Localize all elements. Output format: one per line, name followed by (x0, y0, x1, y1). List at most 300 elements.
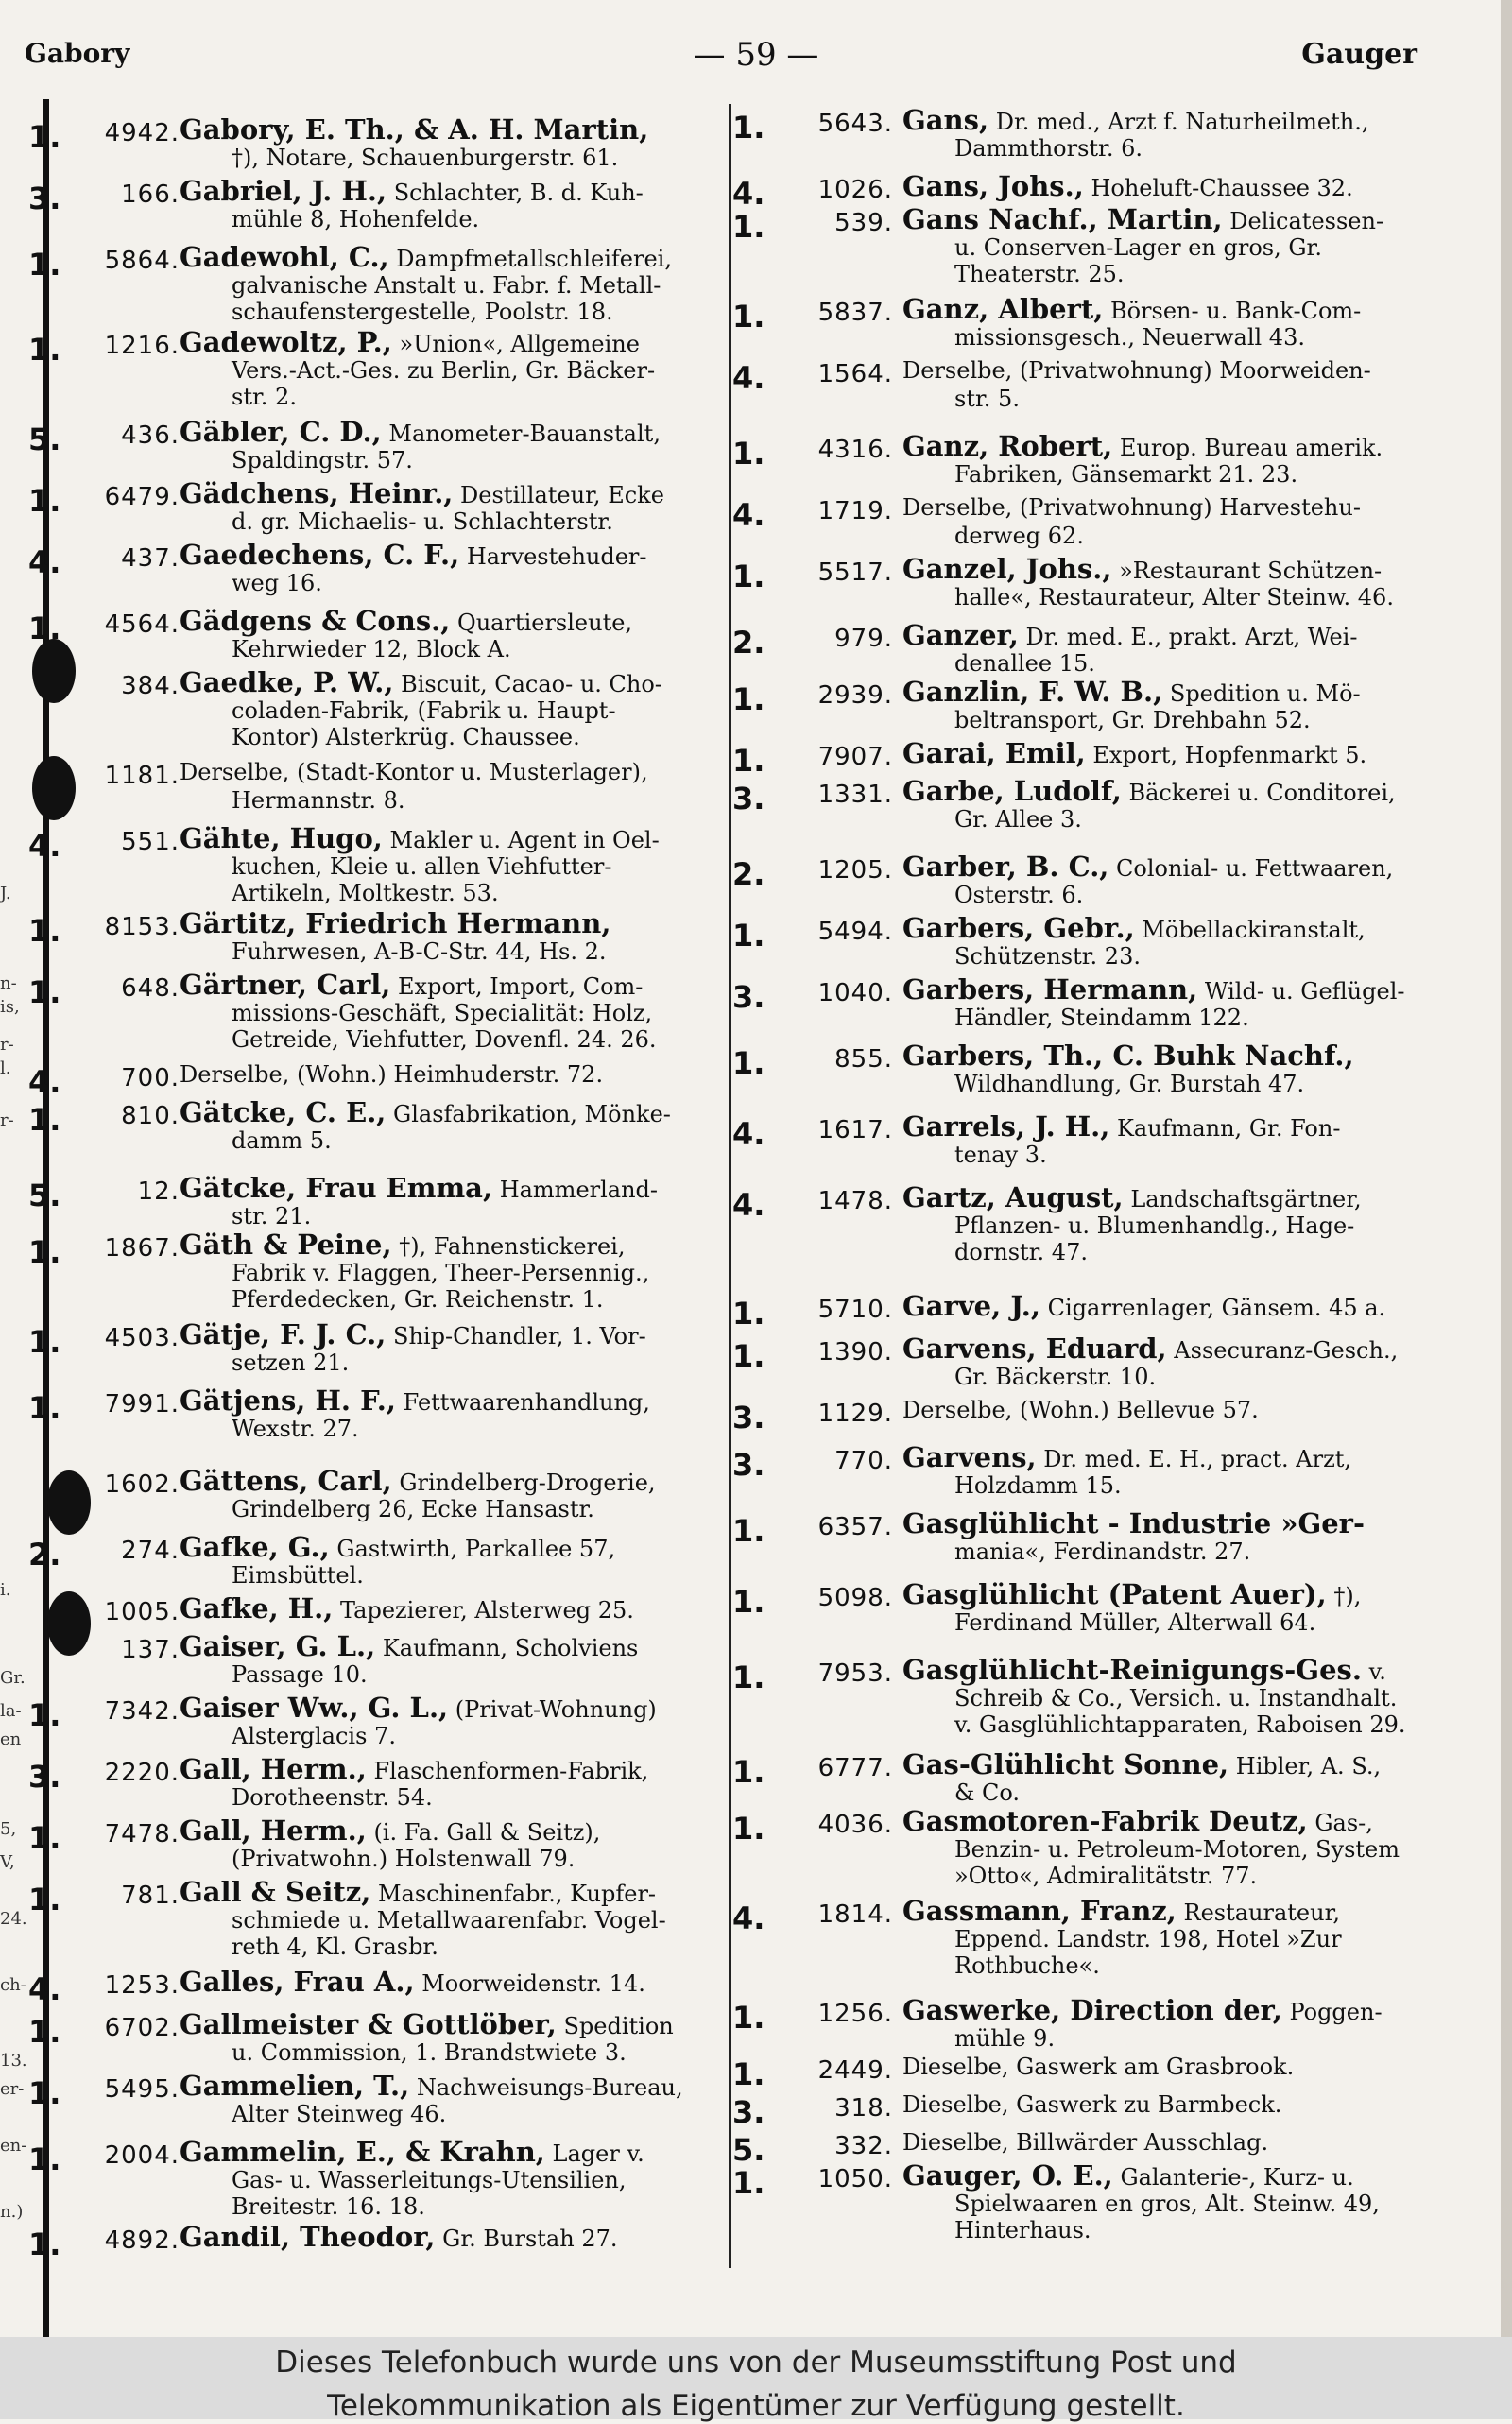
exchange-number: 1. (28, 2141, 61, 2177)
subscriber-name: Garbe, Ludolf, (902, 775, 1122, 807)
subscriber-details: Makler u. Agent in Oel- (389, 827, 660, 853)
entry-continuation-line: Alsterglacis 7. (232, 1723, 396, 1749)
phone-number: 1216. (104, 332, 180, 360)
subscriber-name: Gätcke, Frau Emma, (180, 1172, 493, 1204)
exchange-number: 1. (28, 483, 61, 519)
subscriber-details: †), Fahnenstickerei, (399, 1233, 626, 1260)
phone-number: 6357. (817, 1513, 893, 1541)
phone-number: 8153. (104, 913, 180, 941)
phone-number: 1390. (817, 1338, 893, 1367)
entry-first-line (180, 1878, 656, 1908)
phone-number: 5864. (104, 247, 180, 275)
entry-continuation-line: Grindelberg 26, Ecke Hansastr. (232, 1496, 594, 1522)
phone-number: 810. (121, 1102, 180, 1130)
directory-entry (28, 1172, 723, 1229)
entry-continuation-line: Wildhandlung, Gr. Burstah 47. (954, 1071, 1305, 1097)
subscriber-name: Galles, Frau A., (180, 1966, 415, 1998)
entry-first-line (902, 106, 1369, 136)
entry-first-line (180, 2010, 674, 2040)
subscriber-name: Garrels, J. H., (902, 1110, 1110, 1143)
entry-first-line (180, 328, 640, 358)
subscriber-name: Gabory, E. Th., & A. H. Martin, (180, 113, 649, 146)
phone-number: 551. (121, 828, 180, 856)
subscriber-name: Garbers, Th., C. Buhk Nachf., (902, 1040, 1354, 1072)
entry-first-line (180, 2138, 644, 2168)
subscriber-name: Gaiser Ww., G. L., (180, 1692, 449, 1724)
phone-number: 770. (834, 1447, 893, 1475)
subscriber-name: Garai, Emil, (902, 737, 1086, 769)
directory-entry (28, 756, 723, 813)
exchange-number: 1. (28, 1324, 61, 1360)
subscriber-name: Gähte, Hugo, (180, 822, 383, 854)
margin-fragment: en (0, 1729, 22, 1749)
subscriber-details: »Restaurant Schützen- (1119, 558, 1383, 584)
entry-first-line (180, 1816, 600, 1847)
phone-number: 1205. (817, 856, 893, 885)
subscriber-name: Ganzlin, F. W. B., (902, 676, 1163, 708)
subscriber-name: Garvens, Eduard, (902, 1332, 1167, 1365)
entry-continuation-line: damm 5. (232, 1127, 332, 1154)
phone-number: 5098. (817, 1584, 893, 1612)
phone-number: 274. (121, 1537, 180, 1565)
entry-continuation-line: Gas- u. Wasserleitungs-Utensilien, (232, 2167, 627, 2193)
exchange-number: 5. (28, 421, 61, 457)
subscriber-details: Dieselbe, Gaswerk am Grasbrook. (902, 2054, 1295, 2080)
subscriber-name: Ganzel, Johs., (902, 553, 1112, 585)
subscriber-details: Derselbe, (Privatwohnung) Harvestehu- (902, 494, 1361, 521)
subscriber-name: Garvens, (902, 1441, 1037, 1473)
entry-first-line (180, 824, 660, 854)
subscriber-details: Grindelberg-Drogerie, (399, 1470, 656, 1496)
entry-first-line (902, 678, 1361, 708)
exchange-number: 1. (28, 1882, 61, 1917)
entry-continuation-line: denallee 15. (954, 650, 1095, 677)
subscriber-name: Gaswerke, Direction der, (902, 1994, 1282, 2026)
entry-continuation-line: Breitestr. 16. 18. (232, 2193, 425, 2220)
subscriber-details: Dr. med., Arzt f. Naturheilmeth., (995, 109, 1369, 135)
directory-entry (28, 1465, 723, 1521)
subscriber-name: Gafke, G., (180, 1531, 330, 1563)
directory-entry (28, 907, 723, 964)
exchange-number: 1. (732, 1296, 765, 1332)
page-number: — 59 — (693, 36, 819, 74)
directory-entry (732, 1040, 1498, 1096)
subscriber-name: Gadewoltz, P., (180, 326, 392, 358)
exchange-number: 1. (28, 974, 61, 1010)
subscriber-details: Kaufmann, Gr. Fon- (1117, 1115, 1341, 1142)
exchange-number: 4. (28, 544, 61, 580)
entry-continuation-line: Fabrik v. Flaggen, Theer-Persennig., (232, 1260, 650, 1286)
phone-number: 5495. (104, 2075, 180, 2104)
phone-number: 6702. (104, 2014, 180, 2042)
exchange-number: 4. (28, 1064, 61, 1100)
subscriber-details: Biscuit, Cacao- u. Cho- (401, 671, 662, 697)
subscriber-details: Gr. Burstah 27. (442, 2226, 618, 2252)
margin-fragment: ch- (0, 1975, 26, 1995)
directory-entry (732, 1895, 1498, 1979)
exchange-number: 3. (732, 1447, 765, 1483)
directory-entry (732, 1748, 1498, 1805)
entry-first-line (902, 1807, 1373, 1837)
phone-number: 4036. (817, 1811, 893, 1839)
subscriber-name: Gätjens, H. F., (180, 1384, 396, 1417)
entry-first-line (180, 243, 672, 273)
directory-entry (732, 1441, 1498, 1498)
exchange-number: 1. (28, 1697, 61, 1733)
directory-entry (28, 416, 723, 473)
subscriber-details: Colonial- u. Fettwaaren, (1116, 855, 1394, 882)
subscriber-details: Spedition (563, 2013, 674, 2039)
margin-fragment: n.) (0, 2202, 24, 2222)
entry-continuation-line: derweg 62. (954, 523, 1084, 549)
directory-entry (28, 1384, 723, 1441)
entry-continuation-line: v. Gasglühlichtapparaten, Raboisen 29. (954, 1711, 1406, 1738)
directory-entry (732, 1994, 1498, 2051)
entry-first-line (180, 1098, 671, 1128)
subscriber-details: Börsen- u. Bank-Com- (1109, 298, 1362, 324)
phone-number: 5517. (817, 559, 893, 587)
entry-first-line (180, 418, 661, 448)
exchange-number: 1. (28, 1102, 61, 1138)
exchange-number: 1. (28, 610, 61, 646)
phone-number: 979. (834, 625, 893, 653)
exchange-number: 3. (732, 781, 765, 817)
directory-entry (732, 851, 1498, 907)
subscriber-name: Gabriel, J. H., (180, 175, 387, 207)
exchange-number: 1. (28, 332, 61, 368)
directory-entry (732, 912, 1498, 969)
margin-fragment: en- (0, 2136, 27, 2156)
exchange-number: 1. (732, 1754, 765, 1790)
subscriber-details: Hammerland- (499, 1177, 659, 1203)
running-head-right: Gauger (1301, 38, 1418, 71)
subscriber-name: Gall, Herm., (180, 1753, 367, 1785)
directory-entry (732, 1332, 1498, 1389)
margin-fragment: l. (0, 1058, 11, 1078)
directory-entry (732, 676, 1498, 732)
subscriber-details: Wild- u. Geflügel- (1204, 978, 1405, 1005)
exchange-number: 3. (732, 979, 765, 1015)
phone-number: 700. (121, 1064, 180, 1092)
directory-entry (732, 491, 1498, 548)
entry-continuation-line: †), Notare, Schauenburgerstr. 61. (232, 145, 619, 171)
directory-entry (28, 969, 723, 1053)
entry-continuation-line: Eimsbüttel. (232, 1562, 364, 1589)
entry-continuation-line: u. Commission, 1. Brandstwiete 3. (232, 2039, 627, 2066)
entry-continuation-line: mania«, Ferdinandstr. 27. (954, 1539, 1251, 1565)
phone-number: 4942. (104, 119, 180, 147)
subscriber-name: Gassmann, Franz, (902, 1895, 1177, 1927)
subscriber-details: Derselbe, (Privatwohnung) Moorweiden- (902, 357, 1371, 384)
phone-number: 2220. (104, 1759, 180, 1787)
subscriber-name: Gans Nachf., Martin, (902, 203, 1223, 235)
directory-entry (732, 1805, 1498, 1889)
subscriber-details: †), (1333, 1583, 1362, 1609)
entry-first-line (180, 1174, 658, 1204)
entry-first-line (902, 1580, 1361, 1610)
entry-continuation-line: Ferdinand Müller, Alterwall 64. (954, 1609, 1316, 1636)
subscriber-details: Export, Hopfenmarkt 5. (1092, 742, 1367, 768)
entry-first-line (902, 1183, 1362, 1213)
subscriber-name: Gans, (902, 104, 989, 136)
entry-first-line (180, 1755, 648, 1785)
directory-entry (732, 619, 1498, 676)
phone-number: 1050. (817, 2165, 893, 2193)
entry-continuation-line: Dammthorstr. 6. (954, 135, 1143, 162)
entry-continuation-line: missions-Geschäft, Specialität: Holz, (232, 1000, 653, 1026)
exchange-number: 3. (28, 181, 61, 216)
subscriber-name: Gasglühlicht - Industrie »Ger- (902, 1507, 1365, 1539)
entry-continuation-line: Theaterstr. 25. (954, 261, 1125, 287)
entry-continuation-line: reth 4, Kl. Grasbr. (232, 1934, 438, 1960)
subscriber-details: Flaschenformen-Fabrik, (373, 1758, 649, 1784)
subscriber-details: Bäckerei u. Conditorei, (1128, 780, 1396, 806)
entry-continuation-line: & Co. (954, 1779, 1021, 1806)
subscriber-details: Derselbe, (Wohn.) Bellevue 57. (902, 1397, 1259, 1423)
exchange-number: 1. (732, 2000, 765, 2036)
subscriber-details: Manometer-Bauanstalt, (388, 421, 661, 447)
directory-entry (28, 822, 723, 906)
phone-number: 1331. (817, 781, 893, 809)
entry-continuation-line: Vers.-Act.-Ges. zu Berlin, Gr. Bäcker- (232, 357, 656, 384)
entry-continuation-line: Wexstr. 27. (232, 1416, 359, 1442)
phone-number: 7907. (817, 743, 893, 771)
exchange-number: 1. (732, 1811, 765, 1847)
entry-first-line (180, 1386, 650, 1417)
subscriber-name: Gäth & Peine, (180, 1229, 392, 1261)
subscriber-name: Gall & Seitz, (180, 1876, 371, 1908)
entry-first-line (180, 1060, 603, 1089)
directory-entry (732, 354, 1498, 411)
subscriber-name: Ganzer, (902, 619, 1019, 651)
phone-number: 384. (121, 672, 180, 700)
subscriber-name: Gammelin, E., & Krahn, (180, 2136, 545, 2168)
margin-fragment: er- (0, 2079, 25, 2099)
entry-first-line (902, 2053, 1294, 2081)
entry-continuation-line: Gr. Allee 3. (954, 806, 1082, 833)
directory-entry (28, 326, 723, 410)
subscriber-details: Galanterie-, Kurz- u. (1120, 2164, 1354, 2191)
exchange-number: 3. (732, 1400, 765, 1435)
exchange-number: 1. (732, 743, 765, 779)
entry-continuation-line: Spaldingstr. 57. (232, 447, 413, 473)
entry-first-line (902, 914, 1366, 944)
entry-first-line (180, 909, 610, 939)
footer-line-2: Telekommunikation als Eigentümer zur Verfügung gestellt. (327, 2389, 1185, 2423)
entry-continuation-line: Passage 10. (232, 1661, 368, 1688)
subscriber-name: Gauger, O. E., (902, 2159, 1113, 2192)
entry-continuation-line: Hinterhaus. (954, 2217, 1091, 2243)
phone-number: 781. (121, 1882, 180, 1910)
margin-fragment: 24. (0, 1909, 27, 1929)
margin-fragment: is, (0, 997, 20, 1017)
subscriber-details: Gastwirth, Parkallee 57, (336, 1536, 616, 1562)
directory-entry (732, 203, 1498, 287)
phone-number: 5710. (817, 1296, 893, 1324)
subscriber-name: Gas-Glühlicht Sonne, (902, 1748, 1229, 1780)
margin-fragment: Gr. (0, 1668, 26, 1688)
subscriber-details: Fettwaarenhandlung, (403, 1389, 650, 1416)
entry-continuation-line: beltransport, Gr. Drehbahn 52. (954, 707, 1311, 733)
entry-first-line (902, 2161, 1354, 2192)
subscriber-name: Gädgens & Cons., (180, 605, 451, 637)
margin-fragment: V, (0, 1852, 15, 1872)
entry-first-line (902, 1334, 1398, 1365)
subscriber-name: Gans, Johs., (902, 170, 1084, 202)
entry-continuation-line: Fuhrwesen, A-B-C-Str. 44, Hs. 2. (232, 938, 607, 965)
phone-number: 5494. (817, 918, 893, 946)
entry-first-line (902, 739, 1366, 769)
margin-fragment: n- (0, 973, 17, 993)
exchange-number: 4. (732, 1116, 765, 1152)
entry-first-line (902, 205, 1383, 235)
directory-entry (28, 539, 723, 595)
margin-fragment: J. (0, 884, 11, 903)
exchange-number: 1. (732, 2165, 765, 2201)
entry-continuation-line: Eppend. Landstr. 198, Hotel »Zur (954, 1926, 1342, 1952)
phone-number: 855. (834, 1045, 893, 1074)
directory-entry (732, 973, 1498, 1030)
exchange-number: 1. (28, 247, 61, 283)
phone-number: 166. (121, 181, 180, 209)
exchange-number: 1. (732, 918, 765, 954)
footer-notice (0, 2337, 1512, 2423)
entry-first-line (902, 1396, 1259, 1424)
directory-entry (28, 2008, 723, 2065)
phone-number: 7953. (817, 1659, 893, 1688)
subscriber-details: Nachweisungs-Bureau, (416, 2074, 683, 2101)
directory-entry (732, 1110, 1498, 1167)
phone-number: 1617. (817, 1116, 893, 1144)
phone-number: 1814. (817, 1900, 893, 1929)
entry-first-line (902, 2090, 1281, 2119)
entry-continuation-line: kuchen, Kleie u. allen Viehfutter- (232, 853, 612, 880)
phone-number: 1129. (817, 1400, 893, 1428)
phone-number: 1602. (104, 1470, 180, 1499)
subscriber-name: Gafke, H., (180, 1592, 334, 1625)
subscriber-details: Europ. Bureau amerik. (1119, 435, 1383, 461)
exchange-number: 1. (28, 2075, 61, 2111)
entry-first-line (902, 1041, 1354, 1072)
exchange-number: 1. (732, 1584, 765, 1620)
entry-first-line (902, 621, 1357, 651)
subscriber-name: Gaiser, G. L., (180, 1630, 376, 1662)
subscriber-details: Moorweidenstr. 14. (421, 1970, 645, 1997)
entry-first-line (902, 356, 1371, 385)
entry-continuation-line: Getreide, Viehfutter, Dovenfl. 24. 26. (232, 1026, 657, 1053)
directory-entry (28, 2070, 723, 2126)
subscriber-details: Cigarrenlager, Gänsem. 45 a. (1047, 1295, 1386, 1321)
entry-first-line (180, 115, 648, 146)
directory-entry (732, 553, 1498, 610)
entry-continuation-line: dornstr. 47. (954, 1239, 1088, 1265)
phone-number: 5837. (817, 299, 893, 327)
entry-first-line (180, 1594, 634, 1625)
entry-continuation-line: Hermannstr. 8. (232, 787, 405, 814)
subscriber-details: Destillateur, Ecke (460, 482, 664, 508)
entry-continuation-line: mühle 9. (954, 2025, 1056, 2052)
subscriber-details: v. (1368, 1659, 1386, 1685)
entry-continuation-line: weg 16. (232, 570, 322, 596)
entry-continuation-line: Händler, Steindamm 122. (954, 1005, 1249, 1031)
exchange-number: 5. (28, 1178, 61, 1213)
directory-entry (732, 1654, 1498, 1738)
phone-number: 4503. (104, 1324, 180, 1352)
subscriber-name: Gallmeister & Gottlöber, (180, 2008, 557, 2040)
entry-first-line (902, 1112, 1340, 1143)
exchange-number: 4. (28, 828, 61, 864)
exchange-number: 1. (732, 2056, 765, 2092)
subscriber-name: Garbers, Hermann, (902, 973, 1198, 1006)
phone-number: 2004. (104, 2141, 180, 2170)
subscriber-details: Harvestehuder- (466, 543, 647, 570)
subscriber-details: (i. Fa. Gall & Seitz), (373, 1819, 601, 1846)
subscriber-details: Dieselbe, Billwärder Ausschlag. (902, 2129, 1269, 2156)
entry-first-line (902, 295, 1361, 325)
directory-entry (732, 2159, 1498, 2243)
entry-continuation-line: schaufenstergestelle, Poolstr. 18. (232, 299, 613, 325)
directory-entry (28, 1096, 723, 1153)
entry-first-line (902, 1656, 1386, 1686)
subscriber-details: Restaurateur, (1183, 1900, 1341, 1926)
margin-fragment: la- (0, 1701, 22, 1721)
phone-number: 1719. (817, 497, 893, 525)
phone-number: 2939. (817, 681, 893, 710)
subscriber-details: Poggen- (1289, 1999, 1383, 2025)
subscriber-details: »Union«, Allgemeine (399, 331, 640, 357)
phone-number: 436. (121, 421, 180, 450)
entry-first-line (902, 493, 1361, 522)
entry-continuation-line: Dorotheenstr. 54. (232, 1784, 433, 1811)
subscriber-name: Gandil, Theodor, (180, 2221, 436, 2253)
subscriber-name: Ganz, Robert, (902, 430, 1113, 462)
subscriber-details: Derselbe, (Wohn.) Heimhuderstr. 72. (180, 1061, 604, 1088)
phone-number: 6777. (817, 1754, 893, 1782)
entry-first-line (902, 2128, 1268, 2157)
phone-number: 7478. (104, 1820, 180, 1848)
subscriber-name: Gaedke, P. W., (180, 666, 394, 698)
entry-continuation-line: Schützenstr. 23. (954, 943, 1141, 970)
entry-first-line (180, 1968, 645, 1998)
entry-continuation-line: str. 21. (232, 1203, 312, 1229)
exchange-number: 4. (732, 176, 765, 212)
margin-fragment: r- (0, 1035, 14, 1055)
phone-number: 332. (834, 2132, 893, 2160)
directory-entry (732, 430, 1498, 487)
directory-entry (28, 2136, 723, 2220)
entry-continuation-line: Spielwaaren en gros, Alt. Steinw. 49, (954, 2191, 1380, 2217)
directory-entry (732, 104, 1498, 161)
exchange-number: 1. (28, 913, 61, 949)
phone-number: 1181. (104, 762, 180, 790)
entry-first-line (180, 177, 644, 207)
entry-continuation-line: Rothbuche«. (954, 1952, 1100, 1979)
phone-number: 137. (121, 1636, 180, 1664)
entry-first-line (180, 541, 647, 571)
phone-number: 1026. (817, 176, 893, 204)
directory-entry (28, 2221, 723, 2278)
entry-first-line (902, 852, 1393, 883)
subscriber-details: Assecuranz-Gesch., (1174, 1337, 1399, 1364)
subscriber-details: Landschaftsgärtner, (1130, 1186, 1362, 1212)
directory-entry (732, 775, 1498, 832)
entry-continuation-line: Gr. Bäckerstr. 10. (954, 1364, 1157, 1390)
directory-entry (732, 1181, 1498, 1265)
entry-continuation-line: tenay 3. (954, 1142, 1047, 1168)
phone-number: 539. (834, 209, 893, 237)
running-head-left: Gabory (25, 38, 130, 69)
subscriber-name: Gädchens, Heinr., (180, 477, 454, 509)
